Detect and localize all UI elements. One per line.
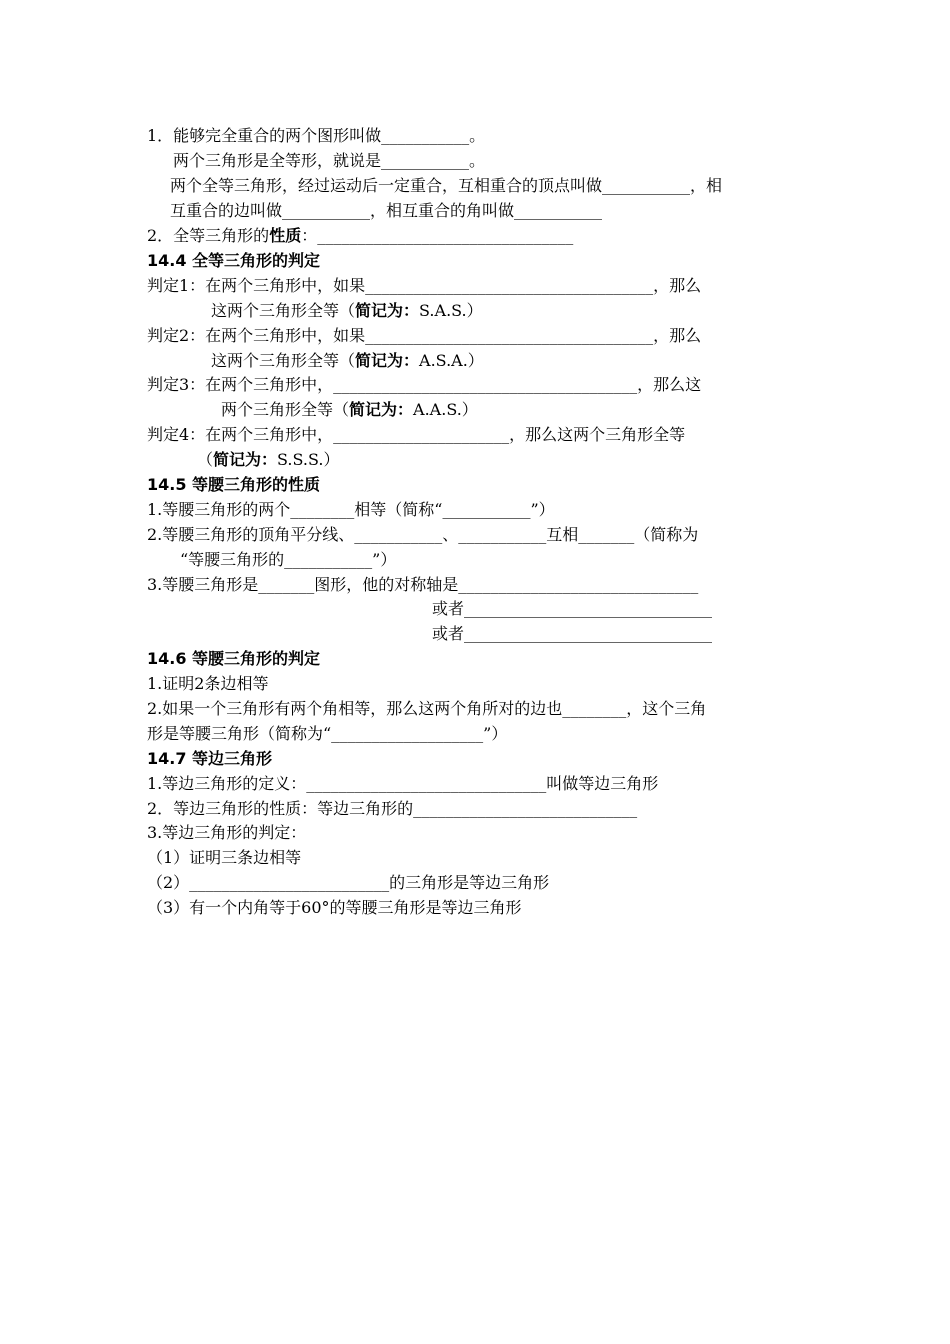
- equilateral-criteria-heading: 3.等边三角形的判定：: [147, 823, 307, 842]
- section-heading-14-5: 14.5 等腰三角形的性质: [147, 475, 321, 494]
- criterion-2-abbrev: 这两个三角形全等（简记为：A.S.A.）: [211, 351, 484, 370]
- section-heading-14-6: 14.6 等腰三角形的判定: [147, 649, 321, 668]
- isosceles-criterion-2-cont: 形是等腰三角形（简称为“___________________”）: [147, 724, 508, 743]
- isosceles-property-1: 1.等腰三角形的两个________相等（简称“___________”）: [147, 500, 555, 519]
- equilateral-criterion-2: （2）_________________________的三角形是等边三角形: [147, 873, 550, 892]
- section-heading-14-4: 14.4 全等三角形的判定: [147, 251, 321, 270]
- isosceles-criterion-2: 2.如果一个三角形有两个角相等，那么这两个角所对的边也________，这个三角: [147, 699, 707, 718]
- criterion-1-abbrev: 这两个三角形全等（简记为：S.A.S.）: [211, 301, 483, 320]
- symmetry-axis-or-2: 或者_______________________________: [432, 624, 713, 643]
- equilateral-property: 2．等边三角形的性质：等边三角形的____________________________: [147, 799, 638, 818]
- criterion-3-abbrev: 两个三角形全等（简记为：A.A.S.）: [221, 400, 478, 419]
- equilateral-definition: 1.等边三角形的定义：______________________________叫做等边三角形: [147, 774, 659, 793]
- corresponding-vertices-line: 两个全等三角形，经过运动后一定重合，互相重合的顶点叫做___________，相: [170, 176, 723, 195]
- isosceles-property-3: 3.等腰三角形是_______图形，他的对称轴是______________________________: [147, 575, 699, 594]
- equilateral-criterion-3: （3）有一个内角等于60°的等腰三角形是等边三角形: [147, 898, 522, 917]
- congruent-properties-line: 2．全等三角形的性质：________________________________: [147, 226, 574, 245]
- corresponding-sides-angles-line: 互重合的边叫做___________，相互重合的角叫做___________: [170, 201, 603, 220]
- isosceles-property-2: 2.等腰三角形的顶角平分线、___________、___________互相_______（简称为: [147, 525, 699, 544]
- definition-congruent-triangles: 两个三角形是全等形，就说是___________。: [173, 151, 486, 170]
- definition-congruent-figures: 1．能够完全重合的两个图形叫做___________。: [147, 126, 486, 145]
- criterion-2-line: 判定2：在两个三角形中，如果____________________________________，那么: [147, 326, 702, 345]
- section-heading-14-7: 14.7 等边三角形: [147, 749, 273, 768]
- isosceles-criterion-1: 1.证明2条边相等: [147, 674, 269, 693]
- isosceles-property-2-cont: “等腰三角形的___________”）: [180, 550, 397, 569]
- criterion-1-line: 判定1：在两个三角形中，如果____________________________________，那么: [147, 276, 702, 295]
- criterion-3-line: 判定3：在两个三角形中，______________________________________，那么这: [147, 375, 702, 394]
- criterion-4-abbrev: （简记为：S.S.S.）: [197, 450, 340, 469]
- criterion-4-line: 判定4：在两个三角形中，______________________，那么这两个三角形全等: [147, 425, 686, 444]
- symmetry-axis-or-1: 或者_______________________________: [432, 599, 713, 618]
- equilateral-criterion-1: （1）证明三条边相等: [147, 848, 302, 867]
